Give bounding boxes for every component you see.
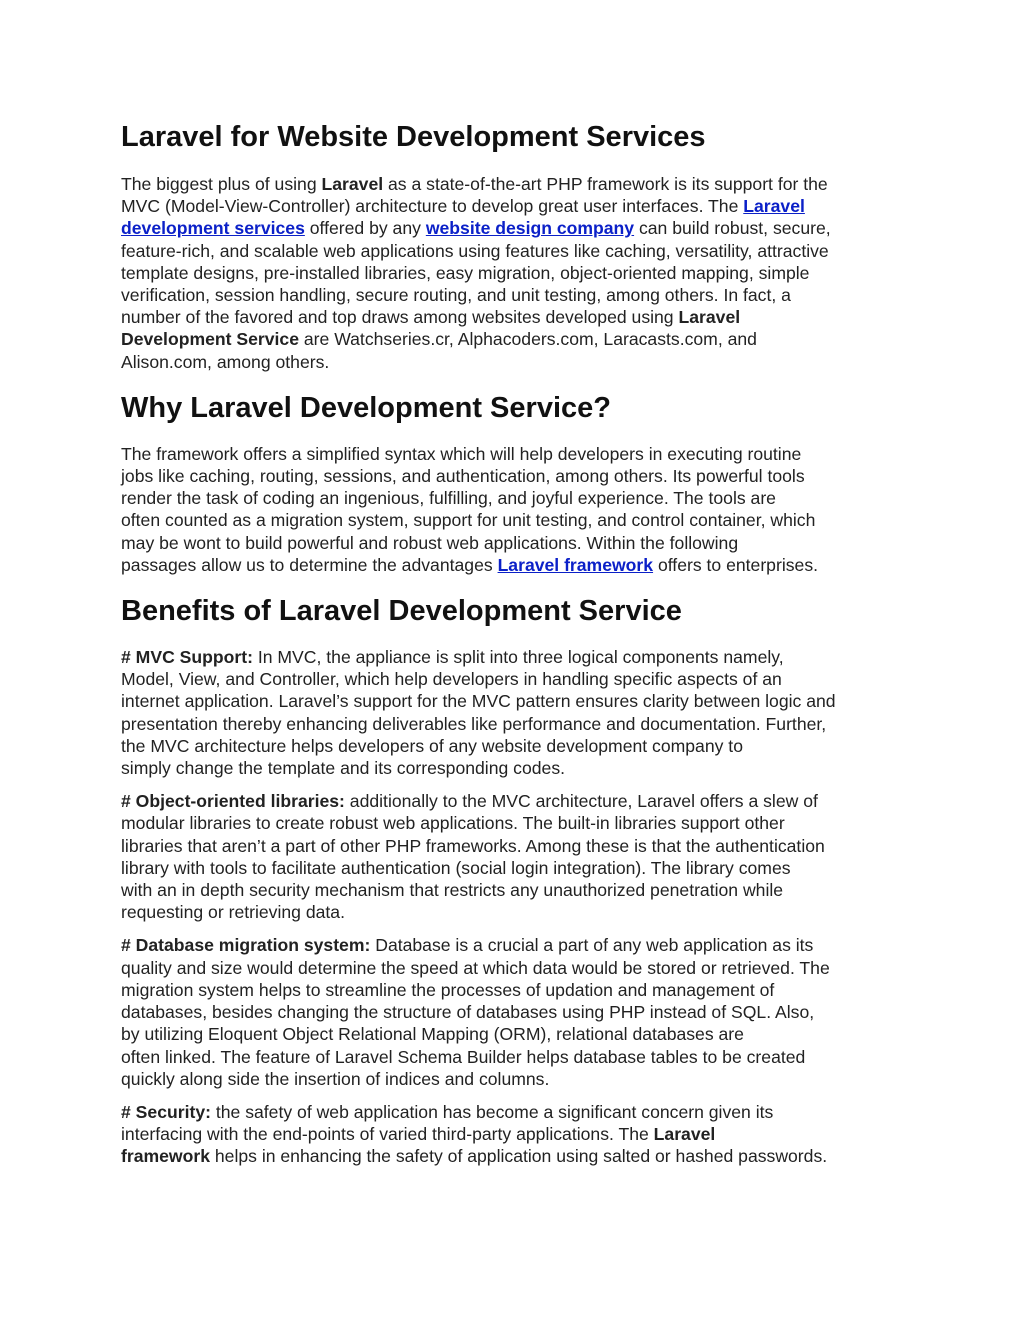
text-run: as a state-of-the-art PHP framework is its support for the xyxy=(383,174,828,194)
heading-benefits: Benefits of Laravel Development Service xyxy=(121,595,682,628)
text-line: simply change the template and its corresponding codes. xyxy=(121,758,566,779)
text-line: quickly along side the insertion of indices and columns. xyxy=(121,1068,550,1089)
text-line: library with tools to facilitate authentication (social login integration). The library comes xyxy=(121,857,791,878)
bold-development-service: Development Service xyxy=(121,329,299,350)
text-line xyxy=(121,790,911,812)
text-line xyxy=(121,173,911,195)
text-run: are Watchseries.cr, Alphacoders.com, Laracasts.com, and xyxy=(298,329,757,350)
text-line: jobs like caching, routing, sessions, and authentication, among others. Its powerful tools xyxy=(121,466,805,487)
link-laravel-development-services[interactable]: Laravel xyxy=(743,196,805,217)
text-run: In MVC, the appliance is split into three logical components namely, xyxy=(252,647,784,668)
text-line xyxy=(121,934,911,956)
text-line xyxy=(121,646,911,668)
text-line: quality and size would determine the speed at which data would be stored or retrieved. The xyxy=(121,957,830,978)
text-line xyxy=(121,554,911,576)
heading-why-laravel: Why Laravel Development Service? xyxy=(121,391,611,424)
text-line xyxy=(121,1101,911,1123)
paragraph-mvc-support xyxy=(121,646,911,779)
label-object-oriented-libraries: # Object-oriented libraries: xyxy=(121,791,345,812)
text-run: interfacing with the end-points of varied third-party applications. The xyxy=(121,1124,654,1145)
text-line: databases, besides changing the structure of databases using PHP instead of SQL. Also, xyxy=(121,1002,815,1023)
text-line: often linked. The feature of Laravel Schema Builder helps database tables to be created xyxy=(121,1046,806,1067)
text-run: MVC (Model-View-Controller) architecture to develop great user interfaces. The xyxy=(121,196,744,217)
paragraph-security xyxy=(121,1101,911,1168)
text-run: additionally to the MVC architecture, Laravel offers a slew of xyxy=(344,791,818,812)
bold-laravel: Laravel xyxy=(653,1124,716,1145)
bold-laravel: Laravel xyxy=(321,174,384,194)
text-line xyxy=(121,306,911,328)
text-run: Database is a crucial a part of any web application as its xyxy=(370,935,814,956)
text-line: often counted as a migration system, support for unit testing, and control container, which xyxy=(121,510,816,531)
label-security: # Security: xyxy=(121,1101,211,1122)
label-mvc-support: # MVC Support: xyxy=(121,647,253,668)
text-line: requesting or retrieving data. xyxy=(121,902,345,923)
text-line: Alison.com, among others. xyxy=(121,351,330,372)
text-run: passages allow us to determine the advantages xyxy=(121,554,498,575)
text-line: presentation thereby enhancing deliverables like performance and documentation. Further, xyxy=(121,713,827,734)
text-line: modular libraries to create robust web applications. The built-in libraries support other xyxy=(121,813,785,834)
bold-framework: framework xyxy=(121,1146,210,1167)
text-line xyxy=(121,328,911,350)
text-run: The biggest plus of using xyxy=(121,174,322,194)
paragraph-intro xyxy=(121,173,911,373)
label-database-migration-system: # Database migration system: xyxy=(121,935,371,956)
text-line: migration system helps to streamline the processes of updation and management of xyxy=(121,979,775,1000)
text-line: the MVC architecture helps developers of any website development company to xyxy=(121,735,743,756)
text-run: can build robust, secure, xyxy=(634,218,831,239)
text-run: helps in enhancing the safety of application using salted or hashed passwords. xyxy=(209,1146,828,1167)
text-line: The framework offers a simplified syntax which will help developers in executing routine xyxy=(121,443,802,464)
text-line: libraries that aren’t a part of other PHP frameworks. Among these is that the authentication xyxy=(121,835,825,856)
text-line xyxy=(121,195,911,217)
text-line xyxy=(121,1123,911,1145)
paragraph-object-oriented-libraries xyxy=(121,790,911,923)
link-laravel-development-services-cont[interactable]: development services xyxy=(121,218,305,239)
link-laravel-framework[interactable]: Laravel framework xyxy=(497,554,654,575)
text-line: with an in depth security mechanism that restricts any unauthorized penetration while xyxy=(121,880,784,901)
text-run: the safety of web application has become a significant concern given its xyxy=(210,1101,774,1122)
link-website-design-company[interactable]: website design company xyxy=(425,218,635,239)
bold-laravel: Laravel xyxy=(678,307,741,328)
text-line xyxy=(121,217,911,239)
text-line: verification, session handling, secure routing, and unit testing, among others. In fact, a xyxy=(121,285,791,306)
text-line: internet application. Laravel’s support for the MVC pattern ensures clarity between logic and xyxy=(121,691,836,712)
heading-laravel-website-development: Laravel for Website Development Services xyxy=(121,121,706,153)
paragraph-database-migration xyxy=(121,934,911,1089)
text-run: offers to enterprises. xyxy=(653,554,819,575)
document-page xyxy=(121,118,911,1168)
text-run: number of the favored and top draws among websites developed using xyxy=(121,307,679,328)
text-line: feature-rich, and scalable web applications using features like caching, versatility, attractive xyxy=(121,240,829,261)
text-line: by utilizing Eloquent Object Relational Mapping (ORM), relational databases are xyxy=(121,1024,744,1045)
paragraph-why xyxy=(121,443,911,576)
text-line: may be wont to build powerful and robust web applications. Within the following xyxy=(121,532,739,553)
text-line: render the task of coding an ingenious, fulfilling, and joyful experience. The tools are xyxy=(121,488,776,509)
text-run: offered by any xyxy=(304,218,426,239)
text-line: Model, View, and Controller, which help developers in handling specific aspects of an xyxy=(121,669,782,690)
text-line: template designs, pre-installed libraries, easy migration, object-oriented mapping, simple xyxy=(121,262,810,283)
text-line xyxy=(121,1145,911,1167)
